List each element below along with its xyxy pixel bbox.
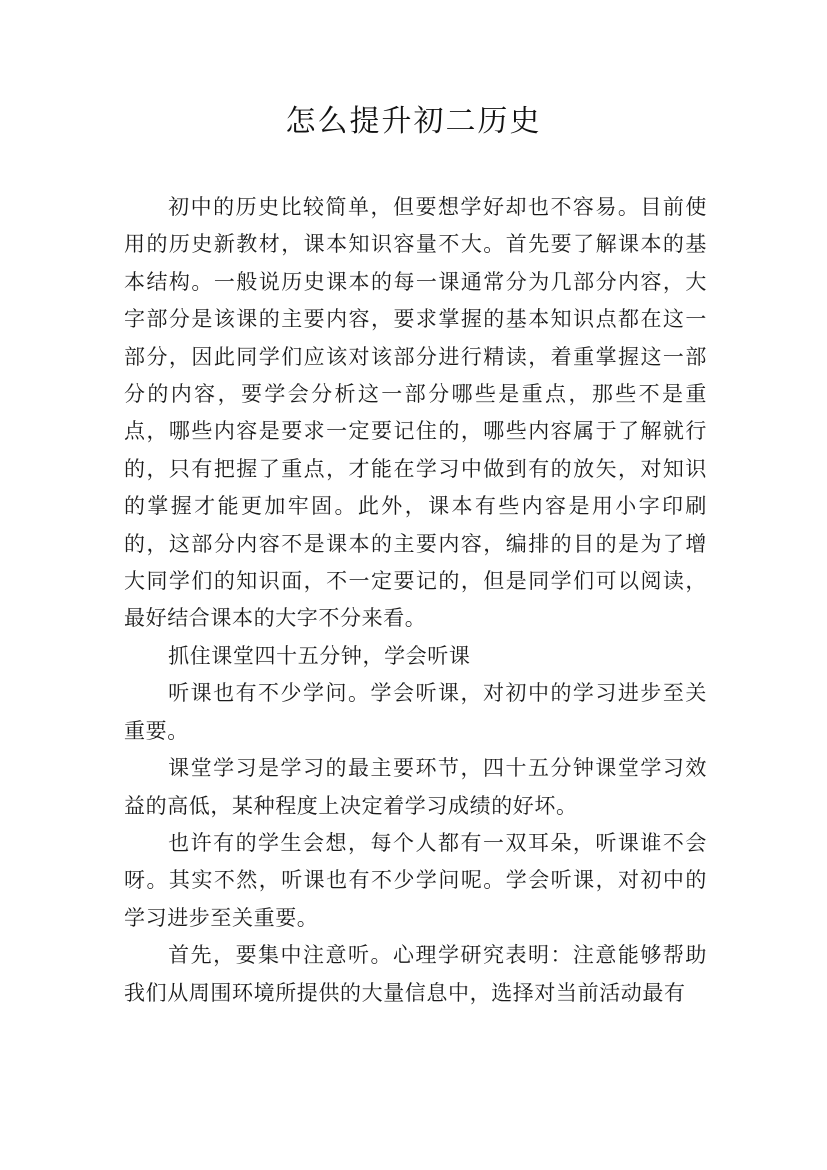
paragraph: 听课也有不少学问。学会听课，对初中的学习进步至关重要。 [124,681,707,743]
document-body [124,189,707,1012]
paragraph: 课堂学习是学习的最主要环节，四十五分钟课堂学习效益的高低，某种程度上决定着学习成绩的好坏。 [124,756,707,818]
paragraph: 也许有的学生会想，每个人都有一双耳朵，听课谁不会呀。其实不然，听课也有不少学问呢。学会听课，对初中的学习进步至关重要。 [124,830,707,930]
paragraph: 首先，要集中注意听。心理学研究表明：注意能够帮助我们从周围环境所提供的大量信息中，选择对当前活动最有 [124,943,707,1005]
paragraph-intro: 初中的历史比较简单，但要想学好却也不容易。目前使用的历史新教材，课本知识容量不大。首先要了解课本的基本结构。一般说历史课本的每一课通常分为几部分内容，大字部分是该课的主要内容，要求掌握的基本知识点都在这一部分，因此同学们应该对该部分进行精读，着重掌握这一部分的内容，要学会分析这一部分哪些是重点，那些不是重点，哪些内容是要求一定要记住的，哪些内容属于了解就行的，只有把握了重点，才能在学习中做到有的放矢，对知识的掌握才能更加牢固。此外，课本有些内容是用小字印刷的，这部分内容不是课本的主要内容，编排的目的是为了增大同学们的知识面，不一定要记的，但是同学们可以阅读，最好结合课本的大字不分来看。 [124,195,707,631]
document-title: 怎么提升初二历史 [285,104,542,139]
section-heading: 抓住课堂四十五分钟，学会听课 [168,643,471,668]
